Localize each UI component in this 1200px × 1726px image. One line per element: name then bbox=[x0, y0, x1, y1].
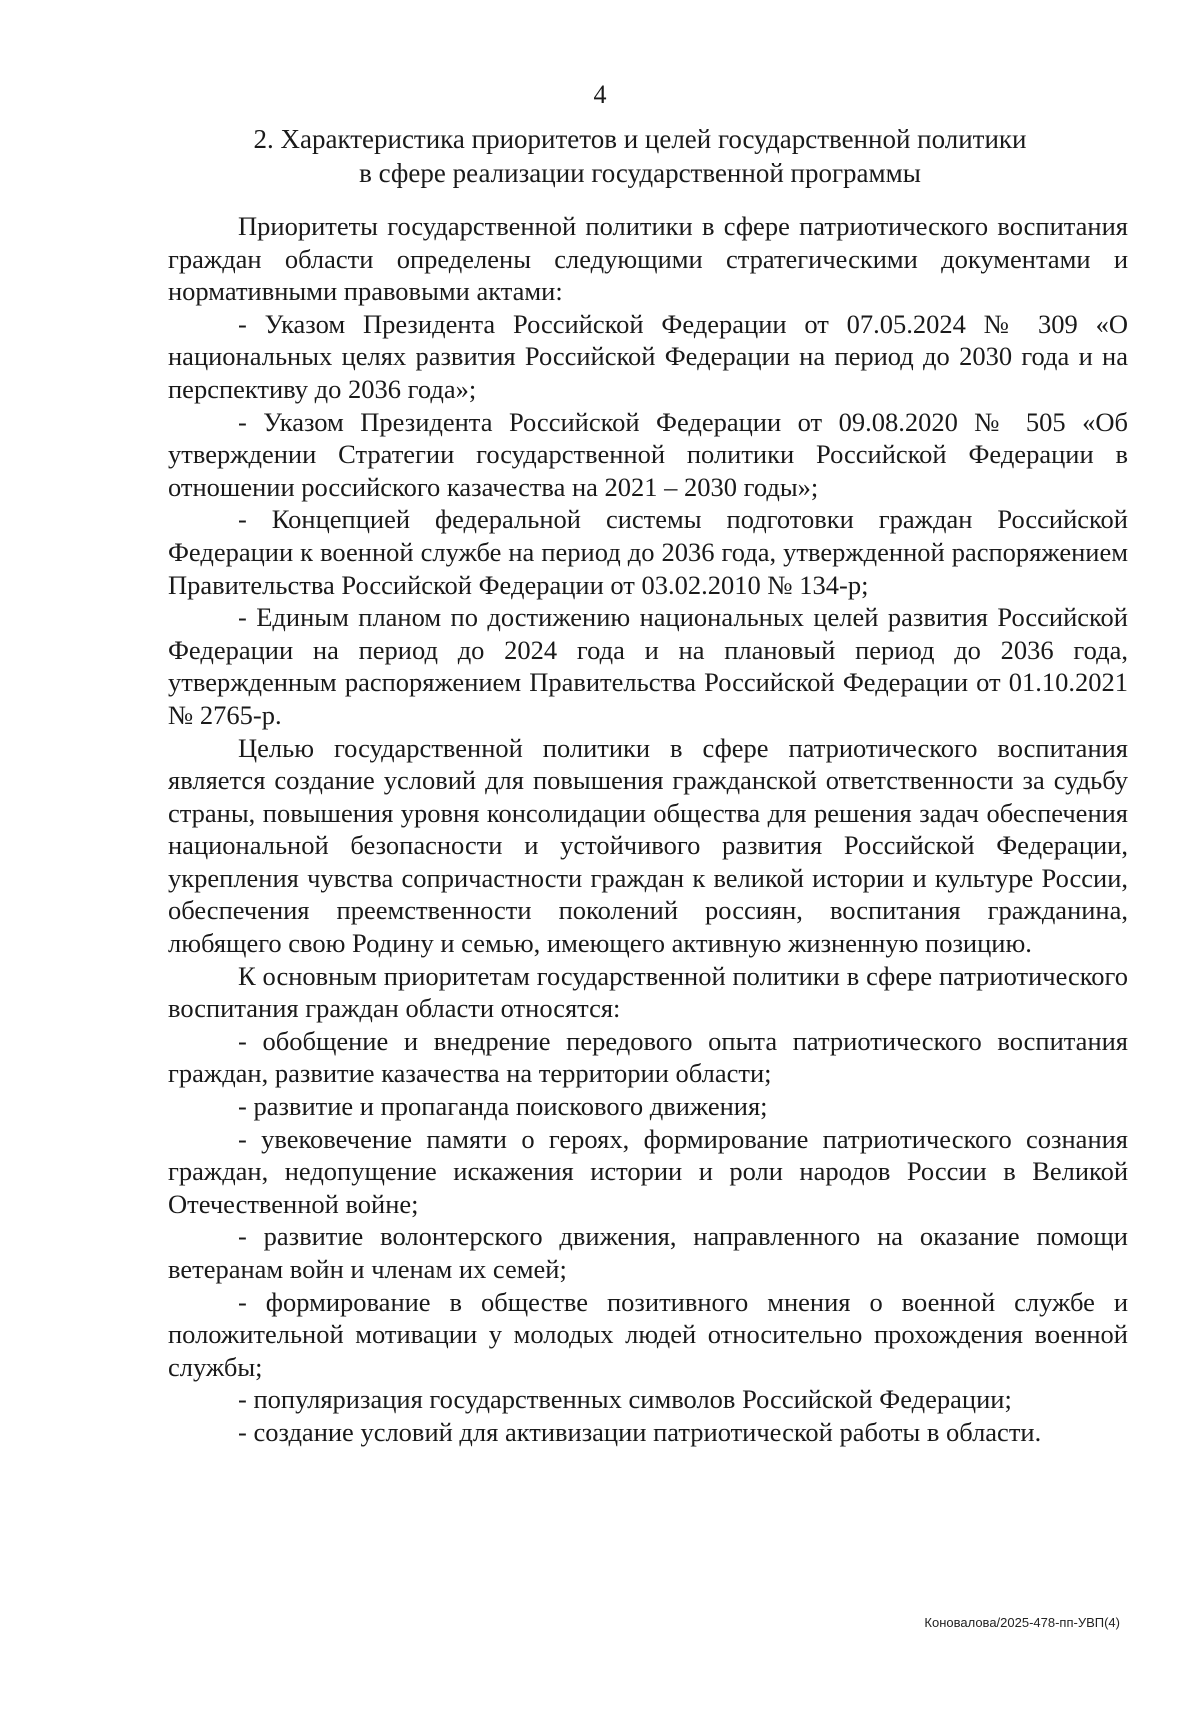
paragraph-priorities: К основным приоритетам государственной политики в сфере патриотического воспитания граждан области относятся: bbox=[168, 960, 1128, 1024]
section-heading bbox=[190, 122, 1090, 190]
heading-line-1: 2. Характеристика приоритетов и целей государственной политики bbox=[253, 124, 1027, 154]
list-item-priority: - развитие и пропаганда поискового движения; bbox=[238, 1091, 768, 1122]
list-item-decree-505: - Указом Президента Российской Федерации от 09.08.2020 № 505 «Об утверждении Стратегии государственной политики Российской Федерации в отношении российского казачества на 2021 – 2030 годы»; bbox=[168, 406, 1128, 502]
paragraph-goal: Целью государственной политики в сфере патриотического воспитания является создание условий для повышения гражданской ответственности за судьбу страны, повышения уровня консолидации общества для решения задач обеспечения национальной безопасности и устойчивого развития Российской Федерации, укрепления чувства сопричастности граждан к великой истории и культуре России, обеспечения преемственности поколений россиян, воспитания гражданина, любящего свою Родину и семью, имеющего активную жизненную позицию. bbox=[168, 732, 1128, 959]
heading-line-2: в сфере реализации государственной программы bbox=[359, 158, 921, 188]
list-item-concept: - Концепцией федеральной системы подготовки граждан Российской Федерации к военной службе на период до 2036 года, утвержденной распоряжением Правительства Российской Федерации от 03.02.2010 № 134-р; bbox=[168, 504, 1128, 600]
list-item-decree-309: - Указом Президента Российской Федерации от 07.05.2024 № 309 «О национальных целях развития Российской Федерации на период до 2030 года и на перспективу до 2036 года»; bbox=[168, 308, 1128, 404]
document-body bbox=[168, 210, 1128, 1449]
page-number: 4 bbox=[593, 80, 607, 109]
list-item-priority: - развитие волонтерского движения, направленного на оказание помощи ветеранам войн и членам их семей; bbox=[168, 1221, 1128, 1284]
list-item-priority: - создание условий для активизации патриотической работы в области. bbox=[238, 1416, 1042, 1447]
list-item-priority: - увековечение памяти о героях, формирование патриотического сознания граждан, недопущение искажения истории и роли народов России в Великой Отечественной войне; bbox=[168, 1123, 1128, 1219]
list-item-priority: - популяризация государственных символов Российской Федерации; bbox=[238, 1384, 1012, 1415]
paragraph-intro: Приоритеты государственной политики в сфере патриотического воспитания граждан области определены следующими стратегическими документами и нормативными правовыми актами: bbox=[168, 211, 1128, 307]
footer-document-code: Коновалова/2025-478-пп-УВП(4) bbox=[924, 1615, 1120, 1630]
list-item-priority: - обобщение и внедрение передового опыта патриотического воспитания граждан, развитие казачества на территории области; bbox=[168, 1025, 1128, 1089]
list-item-priority: - формирование в обществе позитивного мнения о военной службе и положительной мотивации у молодых людей относительно прохождения военной службы; bbox=[168, 1286, 1128, 1382]
list-item-unified-plan: - Единым планом по достижению национальных целей развития Российской Федерации на период до 2024 года и на плановый период до 2036 года, утвержденным распоряжением Правительства Российской Федерации от 01.10.2021 № 2765-р. bbox=[168, 602, 1128, 730]
